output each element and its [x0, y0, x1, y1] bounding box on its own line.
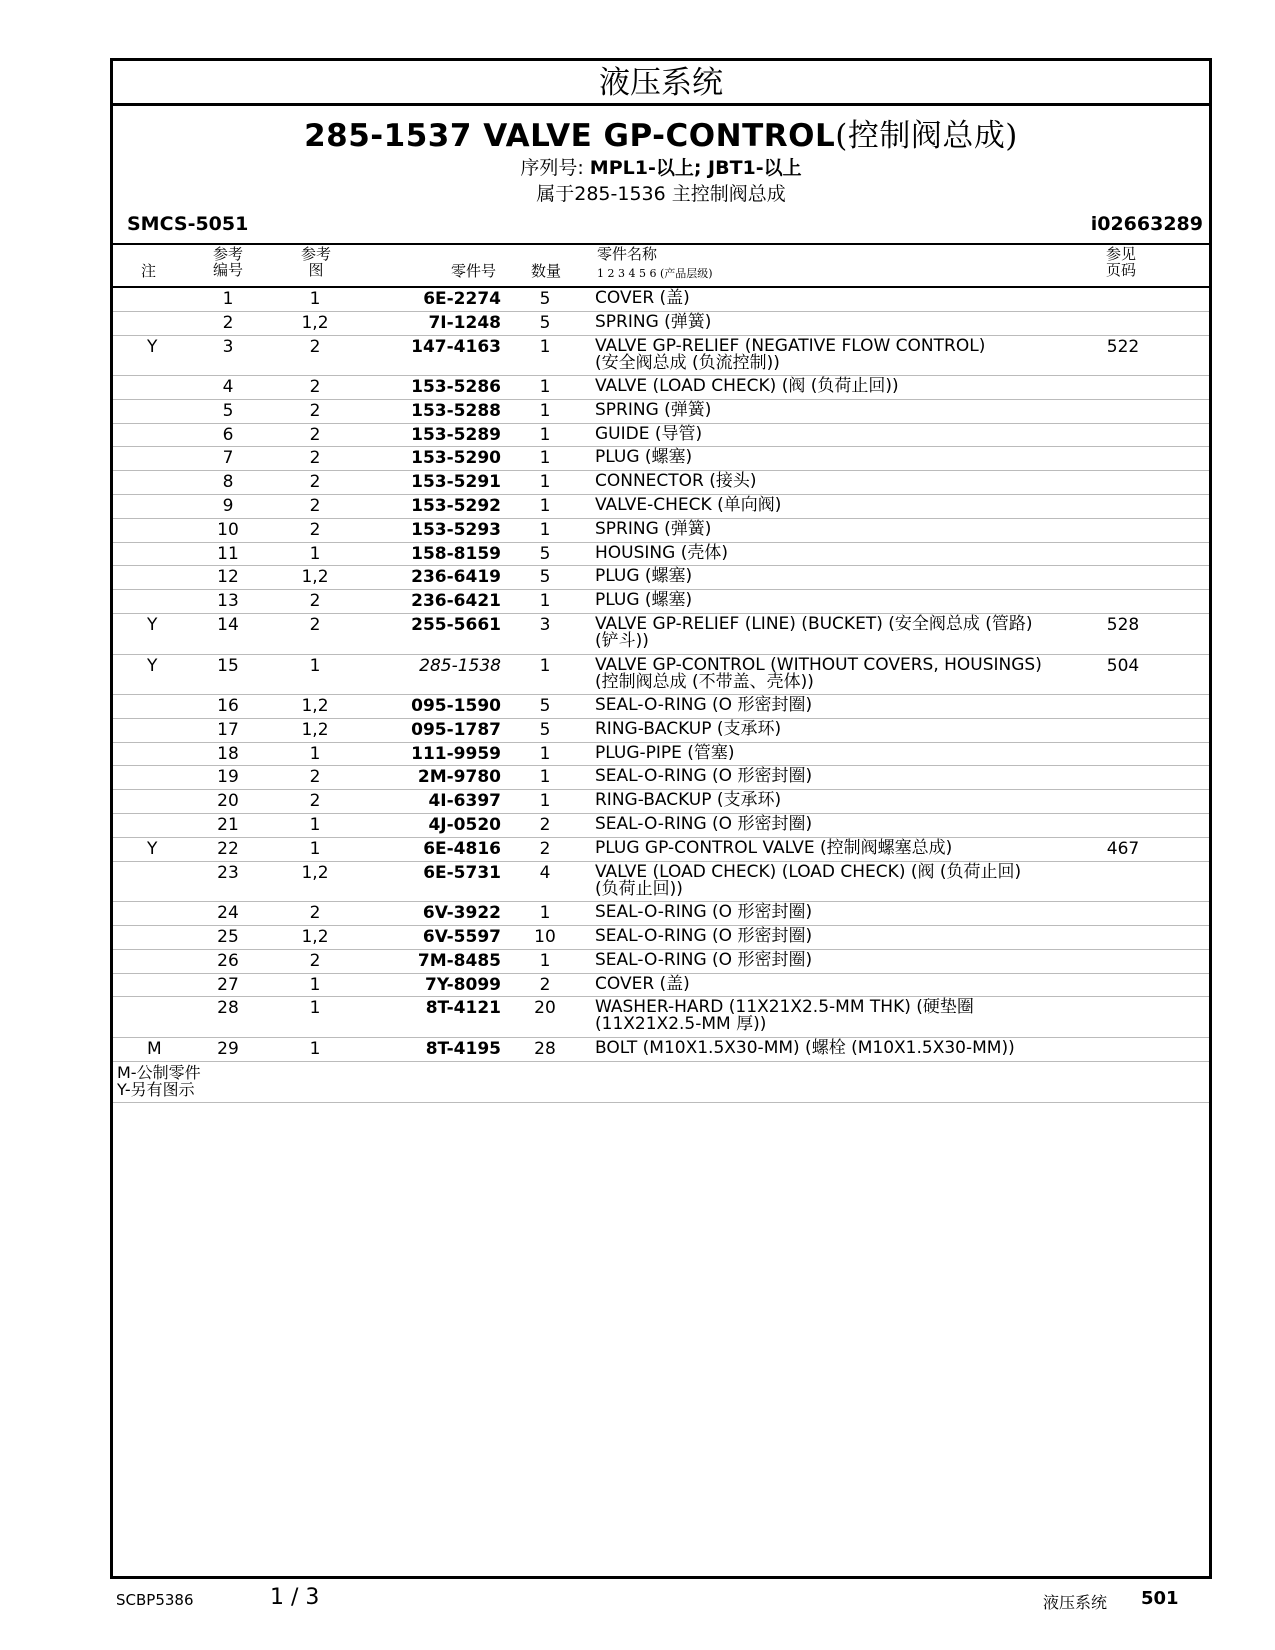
- part-quantity: 2: [539, 815, 551, 836]
- part-name-line: SPRING (弹簧): [595, 399, 712, 420]
- part-ref-number: 9: [222, 496, 234, 517]
- part-ref-figure: 2: [309, 767, 321, 788]
- part-ref-number: 7: [222, 448, 234, 469]
- part-name: [595, 949, 813, 970]
- part-name-line: SEAL-O-RING (O 形密封圈): [595, 814, 813, 835]
- part-name-line: (安全阀总成 (负流控制)): [595, 352, 780, 373]
- part-ref-figure: 2: [309, 950, 321, 971]
- header-note: 注: [141, 262, 157, 280]
- part-see-page: 504: [1106, 655, 1140, 676]
- part-see-page: 522: [1106, 336, 1140, 357]
- part-name-line: RING-BACKUP (支承环): [595, 790, 782, 811]
- section-title: 液压系统: [113, 61, 1209, 106]
- part-number: 7M-8485: [417, 950, 501, 971]
- header-ref-figure: 参考 图: [301, 245, 332, 279]
- part-number: 7I-1248: [428, 312, 501, 333]
- part-ref-number: 4: [222, 377, 234, 398]
- part-name: [595, 1037, 1015, 1058]
- part-ref-number: 15: [217, 655, 239, 676]
- part-number: 158-8159: [411, 543, 501, 564]
- title-part-number: 285-1537: [304, 118, 472, 154]
- part-name-line: VALVE GP-RELIEF (NEGATIVE FLOW CONTROL): [595, 335, 986, 356]
- part-name-line: COVER (盖): [595, 288, 690, 308]
- part-name-line: SEAL-O-RING (O 形密封圈): [595, 925, 813, 946]
- part-number: 095-1590: [411, 696, 501, 717]
- part-number: 111-9959: [411, 743, 501, 764]
- serial-label: 序列号:: [520, 157, 584, 179]
- part-name-line: VALVE GP-RELIEF (LINE) (BUCKET) (安全阀总成 (管路): [595, 614, 1033, 635]
- part-ref-number: 17: [217, 719, 239, 740]
- part-ref-figure: 1,2: [301, 862, 329, 883]
- part-ref-number: 29: [217, 1038, 239, 1059]
- part-name: [595, 654, 1042, 692]
- part-quantity: 5: [539, 719, 551, 740]
- part-ref-figure: 1,2: [301, 312, 329, 333]
- part-name-line: CONNECTOR (接头): [595, 471, 757, 492]
- part-name: [595, 616, 1033, 650]
- part-ref-number: 16: [217, 696, 239, 717]
- part-name-line: SPRING (弹簧): [595, 311, 712, 332]
- part-quantity: 4: [539, 862, 551, 883]
- part-name: [595, 423, 703, 444]
- part-ref-figure: 2: [309, 591, 321, 612]
- part-name-line: VALVE GP-CONTROL (WITHOUT COVERS, HOUSINGS): [595, 654, 1042, 675]
- part-row: [113, 655, 1209, 696]
- part-name: [595, 837, 953, 858]
- part-ref-figure: 2: [309, 400, 321, 421]
- part-quantity: 1: [539, 950, 551, 971]
- header-part-number: 零件号: [451, 262, 497, 280]
- part-number: 153-5286: [411, 377, 501, 398]
- part-note: M: [147, 1038, 162, 1059]
- part-row: [113, 719, 1209, 743]
- part-number: 6V-5597: [422, 926, 501, 947]
- part-ref-figure: 2: [309, 377, 321, 398]
- title-part-name: VALVE GP-CONTROL: [483, 118, 836, 154]
- part-ref-figure: 2: [309, 791, 321, 812]
- part-name: [595, 518, 712, 539]
- part-ref-figure: 2: [309, 424, 321, 445]
- part-quantity: 1: [539, 519, 551, 540]
- part-row: [113, 566, 1209, 590]
- header-product-levels: 1 2 3 4 5 6 (产品层级): [597, 267, 713, 280]
- part-name-line: HOUSING (壳体): [595, 542, 728, 563]
- part-name-line: PLUG-PIPE (管塞): [595, 742, 735, 763]
- part-quantity: 1: [539, 400, 551, 421]
- part-name-line: SEAL-O-RING (O 形密封圈): [595, 949, 813, 970]
- part-ref-figure: 2: [309, 903, 321, 924]
- part-name: [595, 792, 781, 809]
- serial-range: [113, 156, 1209, 180]
- header-ref-number: 参考 编号: [213, 245, 244, 279]
- part-name-line: VALVE-CHECK (单向阀): [595, 495, 782, 516]
- part-quantity: 1: [539, 472, 551, 493]
- part-name: [595, 768, 812, 785]
- part-number: 153-5293: [411, 519, 501, 540]
- smcs-code: SMCS-5051: [127, 213, 249, 235]
- part-name: [595, 742, 735, 763]
- part-ref-figure: 1: [309, 838, 321, 859]
- part-ref-figure: 1: [309, 743, 321, 764]
- part-number: 147-4163: [411, 336, 501, 357]
- part-see-page: 467: [1106, 838, 1140, 859]
- part-ref-number: 20: [217, 791, 239, 812]
- legend-item: Y-另有图示: [117, 1080, 195, 1099]
- part-quantity: 3: [539, 615, 551, 636]
- part-ref-number: 8: [222, 472, 234, 493]
- part-row: [113, 926, 1209, 950]
- header-quantity: 数量: [531, 262, 562, 280]
- part-ref-number: 23: [217, 862, 239, 883]
- part-name-line: RING-BACKUP (支承环): [595, 718, 782, 739]
- part-name-line: (控制阀总成 (不带盖、壳体)): [595, 671, 814, 692]
- part-row: [113, 590, 1209, 614]
- part-ref-figure: 1,2: [301, 926, 329, 947]
- part-quantity: 28: [534, 1038, 556, 1059]
- part-row: [113, 862, 1209, 903]
- part-quantity: 5: [539, 312, 551, 333]
- part-number: 4I-6397: [428, 791, 501, 812]
- part-ref-number: 2: [222, 312, 234, 333]
- part-name: [595, 904, 812, 921]
- part-name-line: COVER (盖): [595, 973, 690, 994]
- part-ref-figure: 2: [309, 472, 321, 493]
- part-name: [595, 999, 974, 1033]
- part-row: [113, 519, 1209, 543]
- legend: [117, 1064, 201, 1098]
- part-name-line: PLUG (螺塞): [595, 590, 693, 611]
- part-row: [113, 312, 1209, 336]
- part-name-line: (铲斗)): [595, 631, 649, 652]
- part-ref-number: 21: [217, 815, 239, 836]
- part-ref-number: 22: [217, 838, 239, 859]
- part-quantity: 20: [534, 998, 556, 1019]
- part-row: [113, 790, 1209, 814]
- part-note: Y: [147, 838, 158, 859]
- part-number: 6E-4816: [423, 838, 501, 859]
- footer-page-of: 1 / 3: [270, 1585, 320, 1610]
- part-number: 285-1538: [419, 655, 501, 676]
- part-ref-number: 14: [217, 615, 239, 636]
- part-quantity: 2: [539, 838, 551, 859]
- footer-code: SCBP5386: [116, 1591, 194, 1609]
- part-name: [595, 399, 712, 420]
- part-ref-figure: 2: [309, 496, 321, 517]
- part-name-line: PLUG (螺塞): [595, 447, 693, 468]
- part-ref-number: 25: [217, 926, 239, 947]
- header-see-page: 参见 页码: [1106, 245, 1137, 279]
- part-row: [113, 447, 1209, 471]
- belongs-to: 属于285-1536 主控制阀总成: [536, 183, 786, 205]
- part-name: [595, 973, 690, 994]
- part-name-line: PLUG (螺塞): [595, 566, 693, 587]
- part-name-line: GUIDE (导管): [595, 423, 703, 444]
- part-name: [595, 568, 692, 585]
- part-ref-number: 27: [217, 974, 239, 995]
- part-ref-number: 19: [217, 767, 239, 788]
- part-name-line: SEAL-O-RING (O 形密封圈): [595, 695, 813, 716]
- part-note: Y: [147, 655, 158, 676]
- part-number: 6V-3922: [422, 903, 501, 924]
- part-name: [595, 925, 813, 946]
- part-quantity: 5: [539, 289, 551, 309]
- part-ref-figure: 1: [309, 815, 321, 836]
- part-row: [113, 495, 1209, 519]
- part-ref-number: 18: [217, 743, 239, 764]
- part-name: [595, 311, 712, 332]
- part-ref-figure: 1: [309, 655, 321, 676]
- part-ref-figure: 2: [309, 448, 321, 469]
- part-ref-figure: 1,2: [301, 567, 329, 588]
- part-number: 153-5289: [411, 424, 501, 445]
- part-row: [113, 336, 1209, 377]
- part-ref-number: 28: [217, 998, 239, 1019]
- part-quantity: 1: [539, 655, 551, 676]
- part-name: [595, 718, 782, 739]
- part-name: [595, 378, 899, 395]
- part-row: [113, 814, 1209, 838]
- part-name: [595, 542, 728, 563]
- footer-section: 液压系统: [1043, 1593, 1108, 1612]
- part-number: 153-5291: [411, 472, 501, 493]
- part-ref-number: 10: [217, 519, 239, 540]
- part-number: 4J-0520: [428, 815, 501, 836]
- serial-value: MPL1-以上; JBT1-以上: [589, 157, 802, 179]
- part-row: [113, 766, 1209, 790]
- part-quantity: 10: [534, 926, 556, 947]
- part-number: 2M-9780: [417, 767, 501, 788]
- part-row: [113, 950, 1209, 974]
- part-ref-figure: 1: [309, 974, 321, 995]
- part-ref-figure: 2: [309, 615, 321, 636]
- part-ref-number: 5: [222, 400, 234, 421]
- part-name-line: PLUG GP-CONTROL VALVE (控制阀螺塞总成): [595, 837, 953, 858]
- part-row: [113, 838, 1209, 862]
- part-ref-number: 11: [217, 543, 239, 564]
- part-name-line: BOLT (M10X1.5X30-MM) (螺栓 (M10X1.5X30-MM)): [595, 1037, 1015, 1058]
- part-name: [595, 861, 1022, 899]
- part-number: 8T-4121: [425, 998, 501, 1019]
- part-row: [113, 400, 1209, 424]
- part-row: [113, 376, 1209, 400]
- part-name: [595, 449, 692, 466]
- part-quantity: 1: [539, 424, 551, 445]
- part-number: 095-1787: [411, 719, 501, 740]
- part-quantity: 1: [539, 767, 551, 788]
- part-name-line: SPRING (弹簧): [595, 518, 712, 539]
- part-number: 8T-4195: [425, 1038, 501, 1059]
- document-id: i02663289: [1090, 213, 1203, 235]
- part-row: [113, 424, 1209, 448]
- part-quantity: 1: [539, 743, 551, 764]
- part-name: [595, 335, 986, 373]
- part-number: 6E-2274: [423, 289, 501, 309]
- document-title: [113, 118, 1209, 154]
- part-row: [113, 695, 1209, 719]
- part-row: [113, 743, 1209, 767]
- part-ref-number: 12: [217, 567, 239, 588]
- part-name: [595, 290, 690, 307]
- part-see-page: 528: [1106, 615, 1140, 636]
- part-ref-number: 26: [217, 950, 239, 971]
- part-number: 153-5292: [411, 496, 501, 517]
- part-name: [595, 816, 812, 833]
- part-name-line: (负荷止回)): [595, 878, 683, 899]
- part-note: Y: [147, 615, 158, 636]
- part-ref-number: 1: [222, 289, 234, 309]
- part-ref-figure: 1: [309, 289, 321, 309]
- part-quantity: 1: [539, 336, 551, 357]
- part-name: [595, 473, 757, 490]
- part-row: [113, 614, 1209, 655]
- part-name-line: VALVE (LOAD CHECK) (LOAD CHECK) (阀 (负荷止回): [595, 861, 1022, 882]
- part-row: [113, 902, 1209, 926]
- part-quantity: 1: [539, 791, 551, 812]
- part-quantity: 5: [539, 696, 551, 717]
- part-number: 255-5661: [411, 615, 501, 636]
- header-divider: [113, 243, 1209, 245]
- part-number: 236-6419: [411, 567, 501, 588]
- part-name: [595, 592, 692, 609]
- part-ref-figure: 1: [309, 1038, 321, 1059]
- part-row: [113, 1038, 1209, 1062]
- part-ref-number: 13: [217, 591, 239, 612]
- part-quantity: 2: [539, 974, 551, 995]
- part-name-line: (11X21X2.5-MM 厚)): [595, 1014, 767, 1035]
- part-row: [113, 471, 1209, 495]
- part-number: 236-6421: [411, 591, 501, 612]
- footer-page-number: 501: [1141, 1588, 1179, 1609]
- part-number: 7Y-8099: [424, 974, 501, 995]
- part-ref-figure: 2: [309, 336, 321, 357]
- part-ref-figure: 1: [309, 998, 321, 1019]
- part-quantity: 1: [539, 496, 551, 517]
- part-ref-figure: 1,2: [301, 719, 329, 740]
- part-name-line: SEAL-O-RING (O 形密封圈): [595, 766, 813, 787]
- part-row: [113, 543, 1209, 567]
- page-frame: [110, 58, 1212, 1579]
- part-ref-number: 3: [222, 336, 234, 357]
- legend-divider: [113, 1102, 1209, 1103]
- part-ref-figure: 2: [309, 519, 321, 540]
- part-name: [595, 497, 781, 514]
- part-quantity: 1: [539, 903, 551, 924]
- part-name-line: VALVE (LOAD CHECK) (阀 (负荷止回)): [595, 376, 899, 397]
- part-ref-number: 6: [222, 424, 234, 445]
- part-ref-number: 24: [217, 903, 239, 924]
- part-row: [113, 974, 1209, 998]
- part-quantity: 5: [539, 543, 551, 564]
- part-note: Y: [147, 336, 158, 357]
- part-name: [595, 697, 812, 714]
- part-name-line: SEAL-O-RING (O 形密封圈): [595, 902, 813, 923]
- part-number: 153-5290: [411, 448, 501, 469]
- part-ref-figure: 1: [309, 543, 321, 564]
- header-part-name: 零件名称: [597, 245, 658, 263]
- part-row: [113, 288, 1209, 312]
- part-quantity: 5: [539, 567, 551, 588]
- part-quantity: 1: [539, 448, 551, 469]
- part-number: 153-5288: [411, 400, 501, 421]
- part-name-line: WASHER-HARD (11X21X2.5-MM THK) (硬垫圈: [595, 997, 974, 1018]
- legend-item: M-公制零件: [117, 1063, 201, 1082]
- parts-list: [113, 288, 1209, 1062]
- part-number: 6E-5731: [423, 862, 501, 883]
- title-chinese-name: (控制阀总成): [835, 118, 1018, 154]
- part-quantity: 1: [539, 591, 551, 612]
- part-row: [113, 997, 1209, 1038]
- part-quantity: 1: [539, 377, 551, 398]
- part-ref-figure: 1,2: [301, 696, 329, 717]
